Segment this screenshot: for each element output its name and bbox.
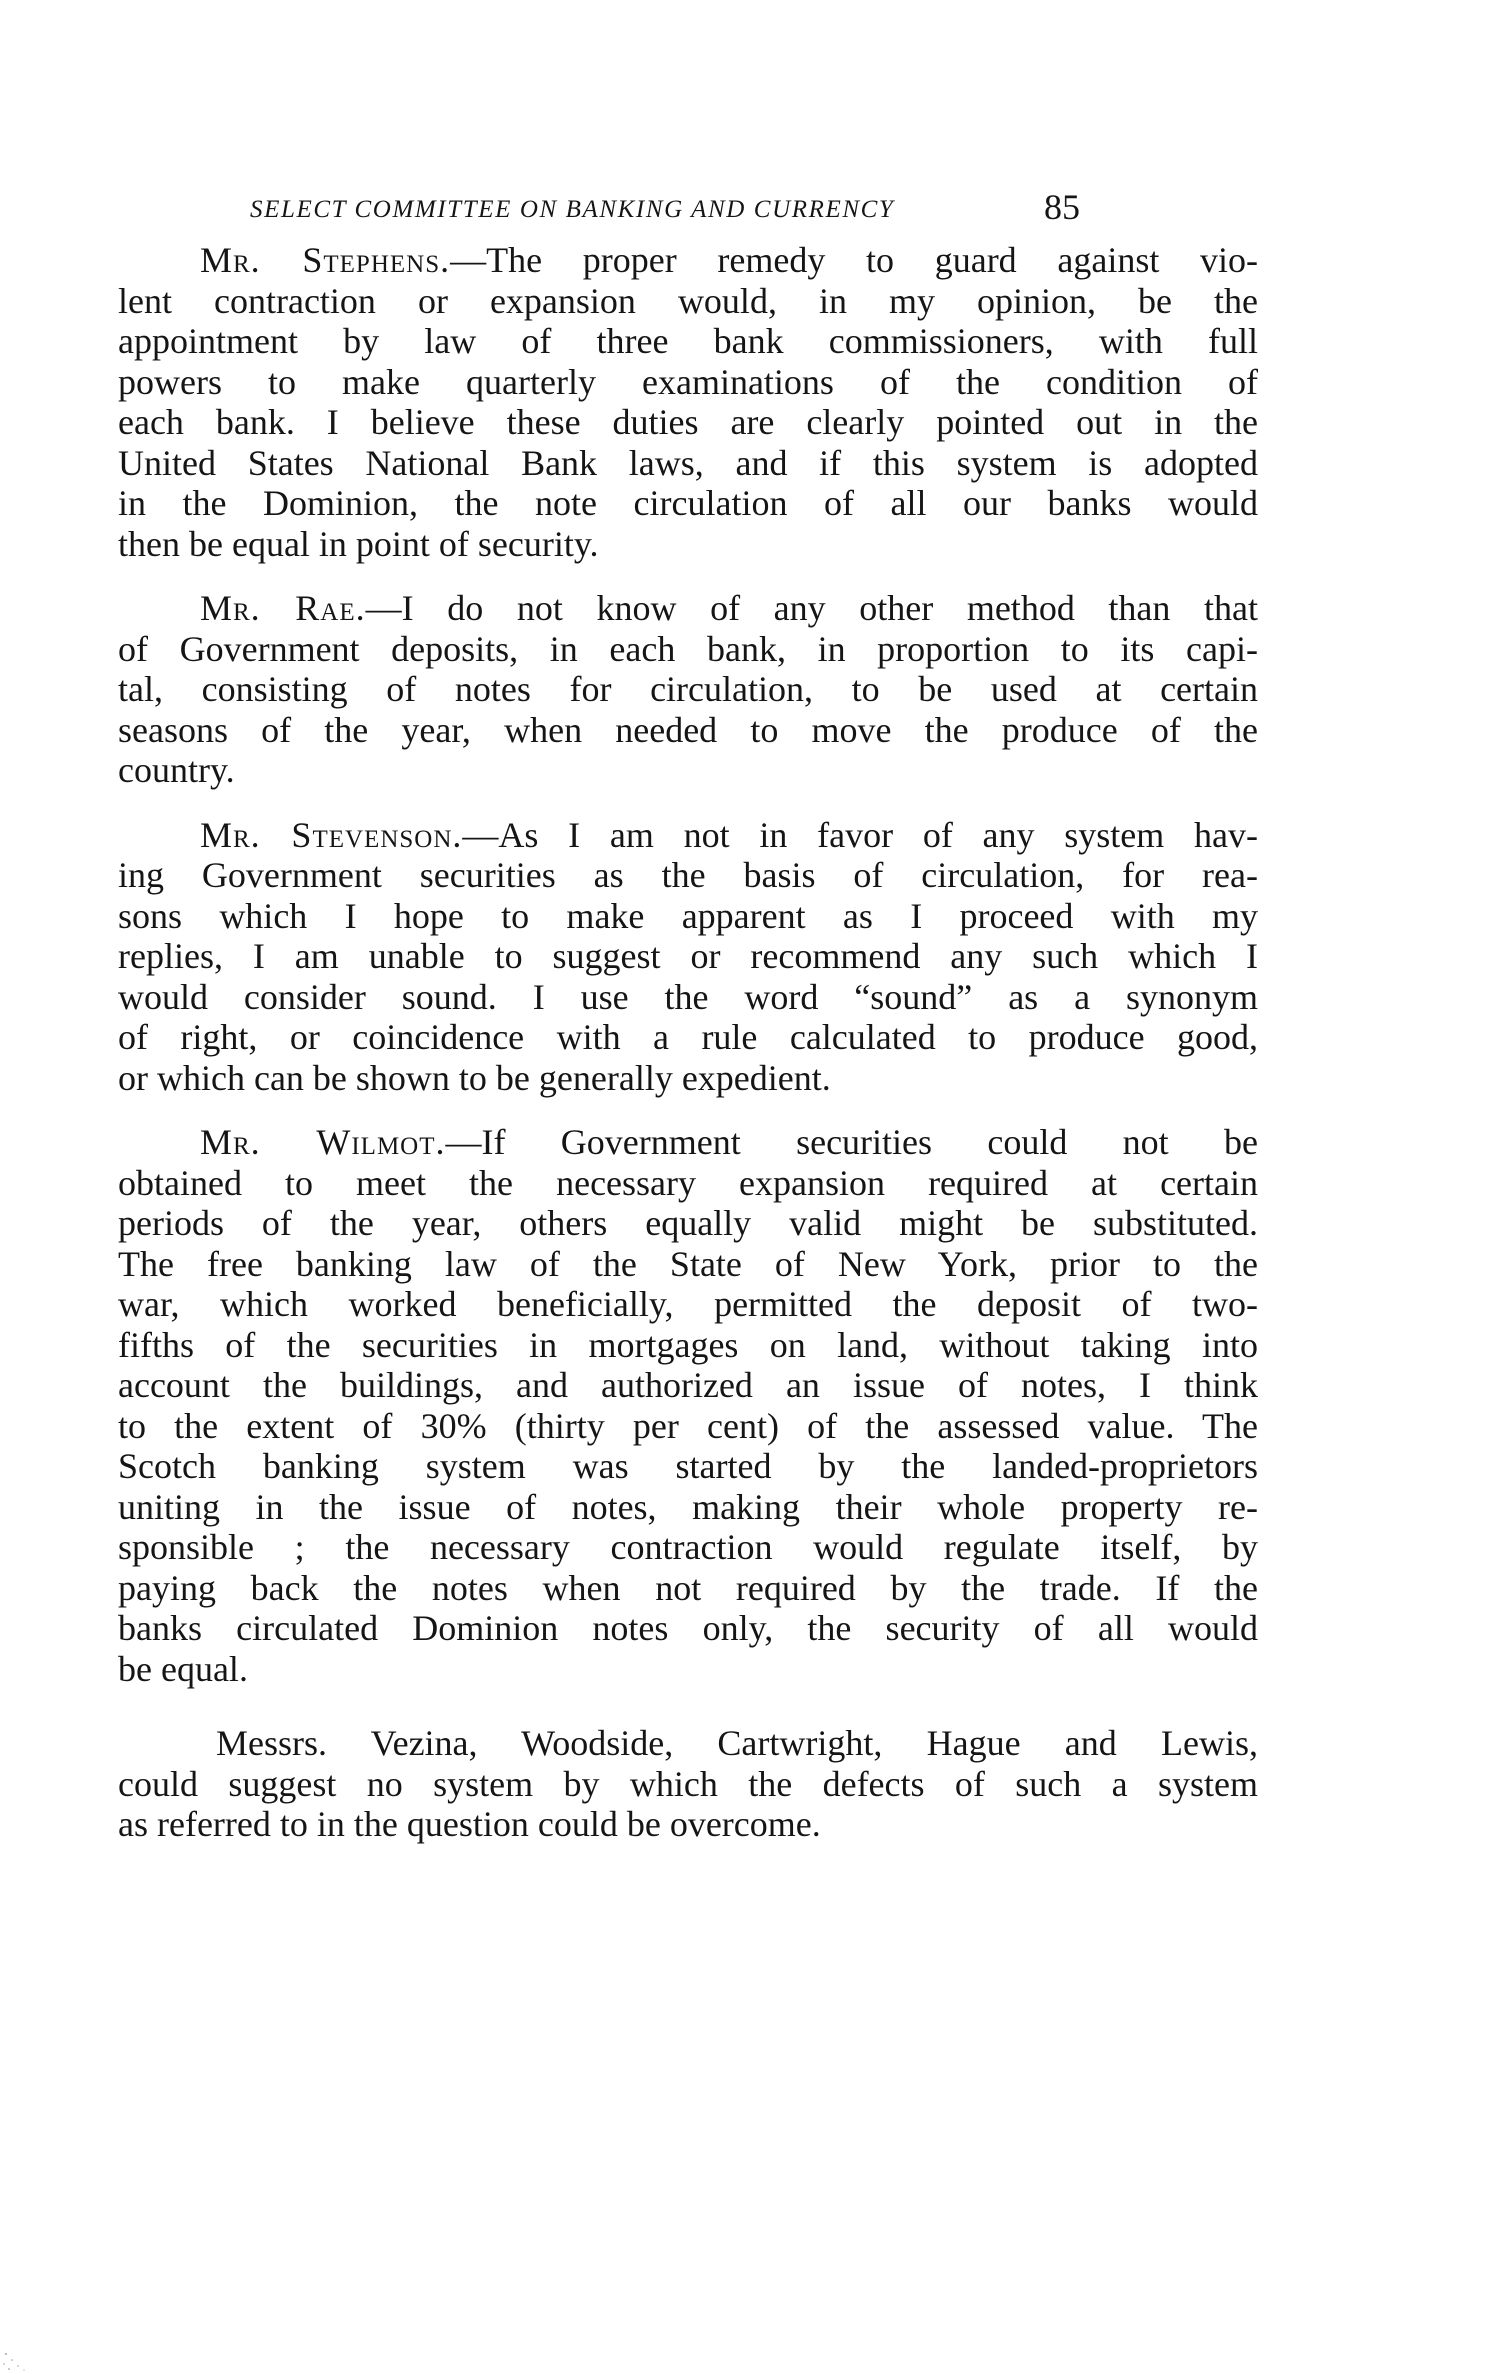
text-line: powers to make quarterly examinations of the condition of bbox=[118, 361, 1258, 402]
text-line: periods of the year, others equally valid might be substituted. bbox=[118, 1203, 1258, 1243]
text-line: in the Dominion, the note circulation of all our banks would bbox=[118, 483, 1258, 523]
paper-specks bbox=[0, 2314, 60, 2374]
text-line: sponsible ; the necessary contraction would regulate itself, by bbox=[118, 1527, 1258, 1567]
speaker-name: Mr. Stevenson. bbox=[200, 814, 463, 855]
text-line: Mr. Wilmot.—If Government securities could not be bbox=[200, 1122, 1258, 1162]
text-line: replies, I am unable to suggest or recommend any such which I bbox=[118, 936, 1258, 976]
text-line: The free banking law of the State of New York, prior to the bbox=[118, 1243, 1258, 1284]
text-line: uniting in the issue of notes, making their whole property re- bbox=[118, 1486, 1258, 1527]
text-line: Mr. Stevenson.—As I am not in favor of any system hav- bbox=[200, 814, 1258, 855]
text-line: Mr. Stephens.—The proper remedy to guard against vio- bbox=[200, 240, 1258, 280]
text-line: seasons of the year, when needed to move the produce of the bbox=[118, 709, 1258, 750]
text-line: be equal. bbox=[118, 1648, 248, 1689]
page-number: 85 bbox=[1044, 187, 1080, 227]
speaker-name: Mr. Stephens. bbox=[200, 240, 451, 280]
text-line: paying back the notes when not required by the trade. If the bbox=[118, 1567, 1258, 1608]
running-title: SELECT COMMITTEE ON BANKING AND CURRENCY bbox=[250, 196, 895, 223]
paragraph-stevenson bbox=[118, 815, 1258, 1099]
text-line: country. bbox=[118, 750, 235, 790]
text-line: or which can be shown to be generally expedient. bbox=[118, 1057, 831, 1098]
text-line: Mr. Rae.—I do not know of any other method than that bbox=[200, 588, 1258, 628]
text-line: lent contraction or expansion would, in my opinion, be the bbox=[118, 280, 1258, 321]
text-line: obtained to meet the necessary expansion required at certain bbox=[118, 1162, 1258, 1203]
text-line: tal, consisting of notes for circulation, to be used at certain bbox=[118, 669, 1258, 709]
text-line: then be equal in point of security. bbox=[118, 523, 599, 564]
text-line: Messrs. Vezina, Woodside, Cartwright, Hague and Lewis, bbox=[216, 1723, 1258, 1763]
text-line: account the buildings, and authorized an issue of notes, I think bbox=[118, 1365, 1258, 1405]
speaker-name: Mr. Rae. bbox=[200, 588, 366, 628]
speaker-name: Mr. Wilmot. bbox=[200, 1122, 446, 1162]
text-line: fifths of the securities in mortgages on land, without taking into bbox=[118, 1324, 1258, 1365]
text-line: of Government deposits, in each bank, in proportion to its capi- bbox=[118, 628, 1258, 669]
text-line: to the extent of 30% (thirty per cent) of the assessed value. The bbox=[118, 1405, 1258, 1446]
paragraph-messrs bbox=[118, 1723, 1258, 1845]
text-line: ing Government securities as the basis of circulation, for rea- bbox=[118, 855, 1258, 895]
text-line: could suggest no system by which the defects of such a system bbox=[118, 1763, 1258, 1804]
text-line: Scotch banking system was started by the landed-proprietors bbox=[118, 1446, 1258, 1486]
text-line: banks circulated Dominion notes only, the security of all would bbox=[118, 1608, 1258, 1648]
text-line: would consider sound. I use the word “sound” as a synonym bbox=[118, 976, 1258, 1017]
text-line: as referred to in the question could be overcome. bbox=[118, 1804, 821, 1844]
text-line: each bank. I believe these duties are clearly pointed out in the bbox=[118, 402, 1258, 442]
text-line: United States National Bank laws, and if this system is adopted bbox=[118, 442, 1258, 483]
text-line: war, which worked beneficially, permitted the deposit of two- bbox=[118, 1284, 1258, 1324]
paragraph-rae bbox=[118, 588, 1258, 791]
paragraph-stephens bbox=[118, 240, 1258, 564]
text-line: appointment by law of three bank commissioners, with full bbox=[118, 321, 1258, 361]
text-line: sons which I hope to make apparent as I proceed with my bbox=[118, 895, 1258, 936]
body-text bbox=[118, 240, 1258, 1869]
running-head bbox=[250, 187, 1080, 230]
paragraph-wilmot bbox=[118, 1122, 1258, 1689]
text-line: of right, or coincidence with a rule calculated to produce good, bbox=[118, 1017, 1258, 1057]
